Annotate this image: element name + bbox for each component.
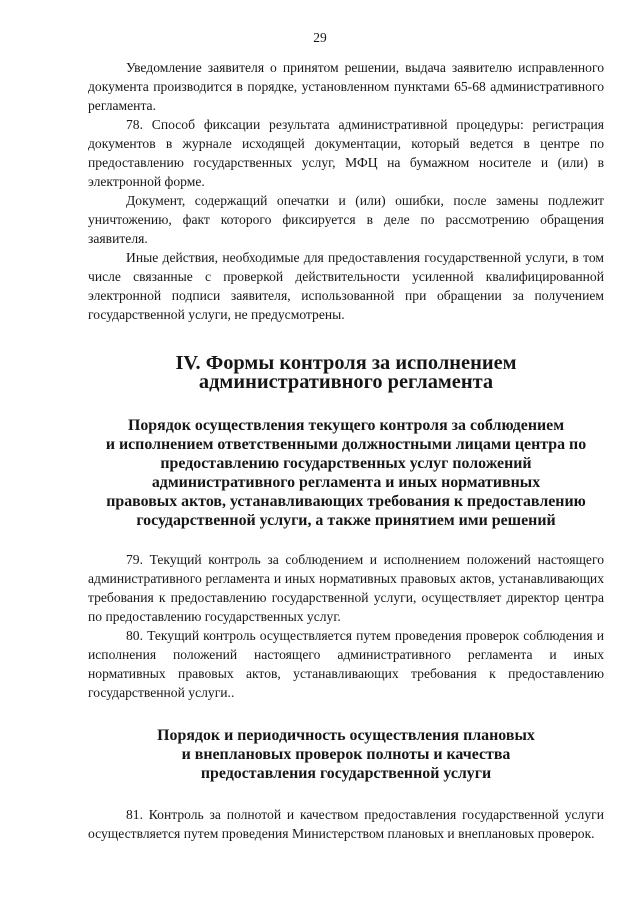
subheading-current-control xyxy=(88,416,604,530)
section-heading-line: IV. Формы контроля за исполнением xyxy=(175,352,517,374)
subheading-line: государственной услуги, а также принятием ими решений xyxy=(136,512,556,529)
section-heading-line: административного регламента xyxy=(198,371,494,393)
subheading-line: и внеплановых проверок полноты и качества xyxy=(181,746,511,763)
subheading-planned-inspections xyxy=(88,726,604,783)
subheading-line: предоставления государственной услуги xyxy=(200,765,492,782)
subheading-line: административного регламента и иных нормативных xyxy=(151,474,541,491)
document-body xyxy=(88,58,604,843)
page-number: 29 xyxy=(313,30,327,45)
subheading-line: правовых актов, устанавливающих требования к предоставлению xyxy=(106,493,586,510)
paragraph-81: 81. Контроль за полнотой и качеством предоставления государственной услуги осуществляется путем проведения Министерством плановых и внеплановых проверок. xyxy=(88,807,604,841)
subheading-line: предоставлению государственных услуг положений xyxy=(160,455,532,472)
paragraph-notification: Уведомление заявителя о принятом решении, выдача заявителю исправленного документа производится в порядке, установленном пунктами 65-68 административного регламента. xyxy=(88,60,604,113)
paragraph-80: 80. Текущий контроль осуществляется путем проведения проверок соблюдения и исполнения положений настоящего административного регламента и иных нормативных правовых актов, устанавливающих требования к предоставлению государственной услуги.. xyxy=(88,628,604,700)
paragraph-other-actions: Иные действия, необходимые для предоставления государственной услуги, в том числе связанные с проверкой действительности усиленной квалифицированной электронной подписи заявителя, использованной при обращении за получением государственной услуги, не предусмотрены. xyxy=(88,250,604,322)
subheading-line: Порядок осуществления текущего контроля за соблюдением xyxy=(127,417,565,434)
paragraph-78: 78. Способ фиксации результата административной процедуры: регистрация документов в журнале исходящей документации, который ведется в центре по предоставлению государственных услуг, МФЦ на бумажном носителе и (или) в электронной форме. xyxy=(88,117,604,189)
subheading-line: и исполнением ответственными должностными лицами центра по xyxy=(105,436,587,453)
paragraph-79: 79. Текущий контроль за соблюдением и исполнением положений настоящего административного регламента и иных нормативных правовых актов, устанавливающих требования к предоставлению государственной услуги, осуществляет директор центра по предоставлению государственных услуг. xyxy=(88,552,604,624)
section-heading-iv xyxy=(88,354,604,392)
subheading-line: Порядок и периодичность осуществления плановых xyxy=(157,727,535,744)
paragraph-document-destruction: Документ, содержащий опечатки и (или) ошибки, после замены подлежит уничтожению, факт которого фиксируется в деле по рассмотрению обращения заявителя. xyxy=(88,193,604,246)
